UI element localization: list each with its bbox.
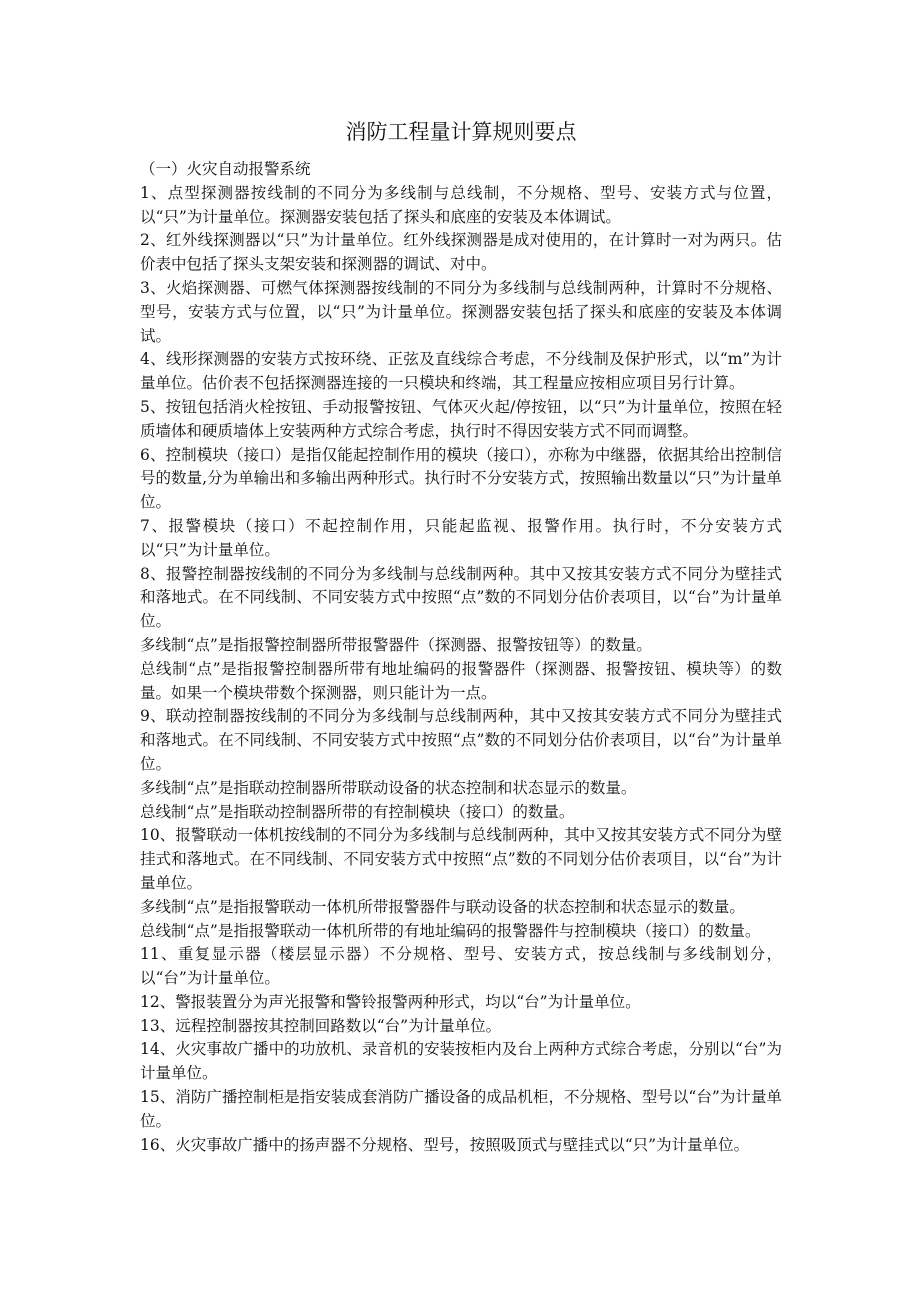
document-body [140, 158, 782, 1157]
paragraph: 7、报警模块（接口）不起控制作用，只能起监视、报警作用。执行时，不分安装方式以“只”为计量单位。 [140, 516, 782, 559]
paragraph: 10、报警联动一体机按线制的不同分为多线制与总线制两种，其中又按其安装方式不同分为壁挂式和落地式。在不同线制、不同安装方式中按照“点”数的不同划分估价表项目，以“台”为计量单位。 [140, 826, 782, 892]
paragraph: 多线制“点”是指报警控制器所带报警器件（探测器、报警按钮等）的数量。 [140, 635, 652, 654]
paragraph: 多线制“点”是指报警联动一体机所带报警器件与联动设备的状态控制和状态显示的数量。 [140, 897, 745, 916]
paragraph: 5、按钮包括消火栓按钮、手动报警按钮、气体灭火起/停按钮，以“只”为计量单位，按照在轻质墙体和硬质墙体上安装两种方式综合考虑，执行时不得因安装方式不同而调整。 [140, 397, 782, 440]
paragraph: 1、点型探测器按线制的不同分为多线制与总线制，不分规格、型号、安装方式与位置，以“只”为计量单位。探测器安装包括了探头和底座的安装及本体调试。 [140, 183, 782, 226]
paragraph: 12、警报装置分为声光报警和警铃报警两种形式，均以“台”为计量单位。 [140, 992, 641, 1011]
paragraph: 11、重复显示器（楼层显示器）不分规格、型号、安装方式，按总线制与多线制划分，以“台”为计量单位。 [140, 945, 782, 988]
paragraph: 总线制“点”是指报警联动一体机所带的有地址编码的报警器件与控制模块（接口）的数量。 [140, 921, 761, 940]
paragraph: 总线制“点”是指联动控制器所带的有控制模块（接口）的数量。 [140, 802, 575, 821]
paragraph: 4、线形探测器的安装方式按环绕、正弦及直线综合考虑，不分线制及保护形式，以“m”为计量单位。估价表不包括探测器连接的一只模块和终端，其工程量应按相应项目另行计算。 [140, 350, 782, 393]
paragraph: 总线制“点”是指报警控制器所带有地址编码的报警器件（探测器、报警按钮、模块等）的数量。如果一个模块带数个探测器，则只能计为一点。 [140, 659, 782, 702]
paragraph: 6、控制模块（接口）是指仅能起控制作用的模块（接口），亦称为中继器，依据其给出控制信号的数量,分为单输出和多输出两种形式。执行时不分安装方式，按照输出数量以“只”为计量单位。 [140, 445, 782, 512]
paragraph: 16、火灾事故广播中的扬声器不分规格、型号，按照吸顶式与壁挂式以“只”为计量单位。 [140, 1135, 750, 1154]
paragraph: 8、报警控制器按线制的不同分为多线制与总线制两种。其中又按其安装方式不同分为壁挂式和落地式。在不同线制、不同安装方式中按照“点”数的不同划分估价表项目，以“台”为计量单位。 [140, 564, 782, 631]
paragraph: 13、远程控制器按其控制回路数以“台”为计量单位。 [140, 1016, 502, 1035]
paragraph: 15、消防广播控制柜是指安装成套消防广播设备的成品机柜，不分规格、型号以“台”为计量单位。 [140, 1088, 782, 1130]
paragraph: 9、联动控制器按线制的不同分为多线制与总线制两种，其中又按其安装方式不同分为壁挂式和落地式。在不同线制、不同安装方式中按照“点”数的不同划分估价表项目，以“台”为计量单位。 [140, 707, 782, 773]
paragraph: 2、红外线探测器以“只”为计量单位。红外线探测器是成对使用的，在计算时一对为两只。估价表中包括了探头支架安装和探测器的调试、对中。 [140, 231, 782, 274]
document-title: 消防工程量计算规则要点 [345, 120, 577, 144]
paragraph: 3、火焰探测器、可燃气体探测器按线制的不同分为多线制与总线制两种，计算时不分规格、型号，安装方式与位置，以“只”为计量单位。探测器安装包括了探头和底座的安装及本体调试。 [140, 278, 782, 345]
section-heading: （一）火灾自动报警系统 [140, 160, 311, 178]
paragraph: 多线制“点”是指联动控制器所带联动设备的状态控制和状态显示的数量。 [140, 778, 637, 797]
paragraph: 14、火灾事故广播中的功放机、录音机的安装按柜内及台上两种方式综合考虑，分别以“台”为计量单位。 [140, 1040, 782, 1083]
